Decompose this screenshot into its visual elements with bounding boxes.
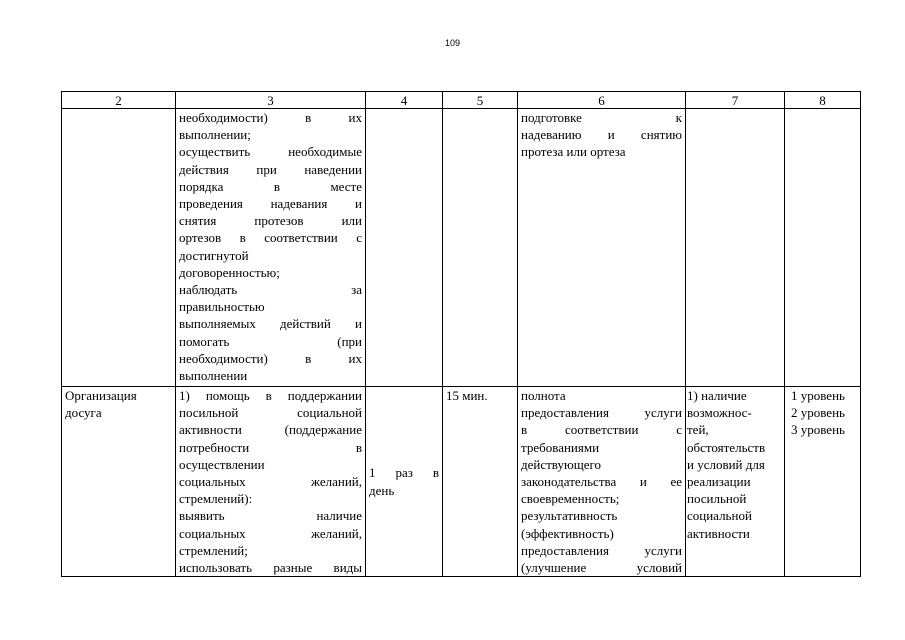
text-line: 1) наличие	[687, 388, 747, 403]
text-line: потребности в	[179, 439, 362, 455]
text-line: осуществлении	[179, 456, 265, 472]
text-line: стремлений;	[179, 542, 248, 558]
text-line: реализации	[687, 474, 751, 490]
column-header: 6	[518, 92, 686, 109]
text-line: законодательства и ее	[521, 474, 682, 490]
quality-indicators-cell	[518, 109, 686, 387]
text-line: порядка в месте	[179, 178, 362, 194]
text-line: протеза или ортеза	[521, 144, 626, 160]
page-number: 109	[444, 38, 461, 48]
service-name-cell	[62, 387, 176, 577]
text-line: полнота	[521, 388, 566, 403]
text-line: проведения надевания и	[179, 196, 362, 212]
text-line: результативность	[521, 508, 618, 524]
text-line: и условий для	[687, 456, 765, 472]
text-line: использовать разные виды	[179, 560, 362, 576]
frequency-cell	[366, 109, 443, 387]
text-line: необходимости) в их	[179, 350, 362, 366]
service-description-cell	[176, 109, 366, 387]
document-table	[61, 91, 861, 577]
text-line: своевременность;	[521, 491, 620, 507]
text-line: договоренностью;	[179, 264, 280, 280]
column-header: 5	[443, 92, 518, 109]
text-line: 2 уровень	[791, 405, 845, 421]
text-line: 1) помощь в поддержании	[179, 388, 362, 403]
level-cell	[785, 387, 861, 577]
text-line: подготовке к	[521, 110, 682, 125]
text-line: осуществить необходимые	[179, 144, 362, 160]
text-line: социальной	[687, 508, 752, 524]
text-line: обстоятельств	[687, 439, 766, 455]
table-header-row	[62, 92, 861, 109]
text-line: достигнутой	[179, 247, 249, 263]
column-header: 4	[366, 92, 443, 109]
service-name-cell	[62, 109, 176, 387]
text-line: действия при наведении	[179, 161, 362, 177]
text-line: предоставления услуги	[521, 542, 682, 558]
text-line: день	[369, 482, 395, 498]
text-line: требованиями	[521, 439, 600, 455]
text-line: необходимости) в их	[179, 110, 362, 125]
conditions-cell	[686, 387, 785, 577]
table-row	[62, 387, 861, 577]
text-line: в соответствии с	[521, 422, 682, 438]
text-line: досуга	[65, 405, 102, 421]
text-line: 3 уровень	[791, 422, 845, 438]
text-line: 1 уровень	[791, 388, 845, 403]
duration-cell	[443, 109, 518, 387]
text-line: посильной	[687, 491, 747, 507]
text-line: правильностью	[179, 299, 265, 315]
conditions-cell	[686, 109, 785, 387]
column-header: 2	[62, 92, 176, 109]
text-line: наблюдать за	[179, 282, 362, 298]
text-line: 1 раз в	[369, 465, 439, 481]
text-line: снятия протезов или	[179, 213, 362, 229]
text-line: социальных желаний,	[179, 525, 362, 541]
text-line: (улучшение условий	[521, 560, 682, 576]
table-row	[62, 109, 861, 387]
text-line: ортезов в соответствии с	[179, 230, 362, 246]
text-line: надеванию и снятию	[521, 127, 682, 143]
text-line: предоставления услуги	[521, 405, 682, 421]
duration-cell: 15 мин.	[443, 387, 518, 577]
text-line: выполнении;	[179, 127, 251, 143]
text-line: активности (поддержание	[179, 422, 362, 438]
text-line: выполнении	[179, 368, 248, 384]
text-line: социальных желаний,	[179, 474, 362, 490]
frequency-cell	[366, 387, 443, 577]
column-header: 3	[176, 92, 366, 109]
level-cell	[785, 109, 861, 387]
quality-indicators-cell	[518, 387, 686, 577]
text-line: стремлений):	[179, 491, 253, 507]
column-header: 7	[686, 92, 785, 109]
text-line: тей,	[687, 422, 709, 438]
text-line: (эффективность)	[521, 525, 614, 541]
text-line: возможнос-	[687, 405, 752, 421]
text-line: Организация	[65, 388, 137, 403]
text-line: посильной социальной	[179, 405, 362, 421]
text-line: помогать (при	[179, 333, 362, 349]
text-line: действующего	[521, 456, 601, 472]
text-line: активности	[687, 525, 750, 541]
service-description-cell	[176, 387, 366, 577]
text-line: выполняемых действий и	[179, 316, 362, 332]
text-line: выявить наличие	[179, 508, 362, 524]
column-header: 8	[785, 92, 861, 109]
